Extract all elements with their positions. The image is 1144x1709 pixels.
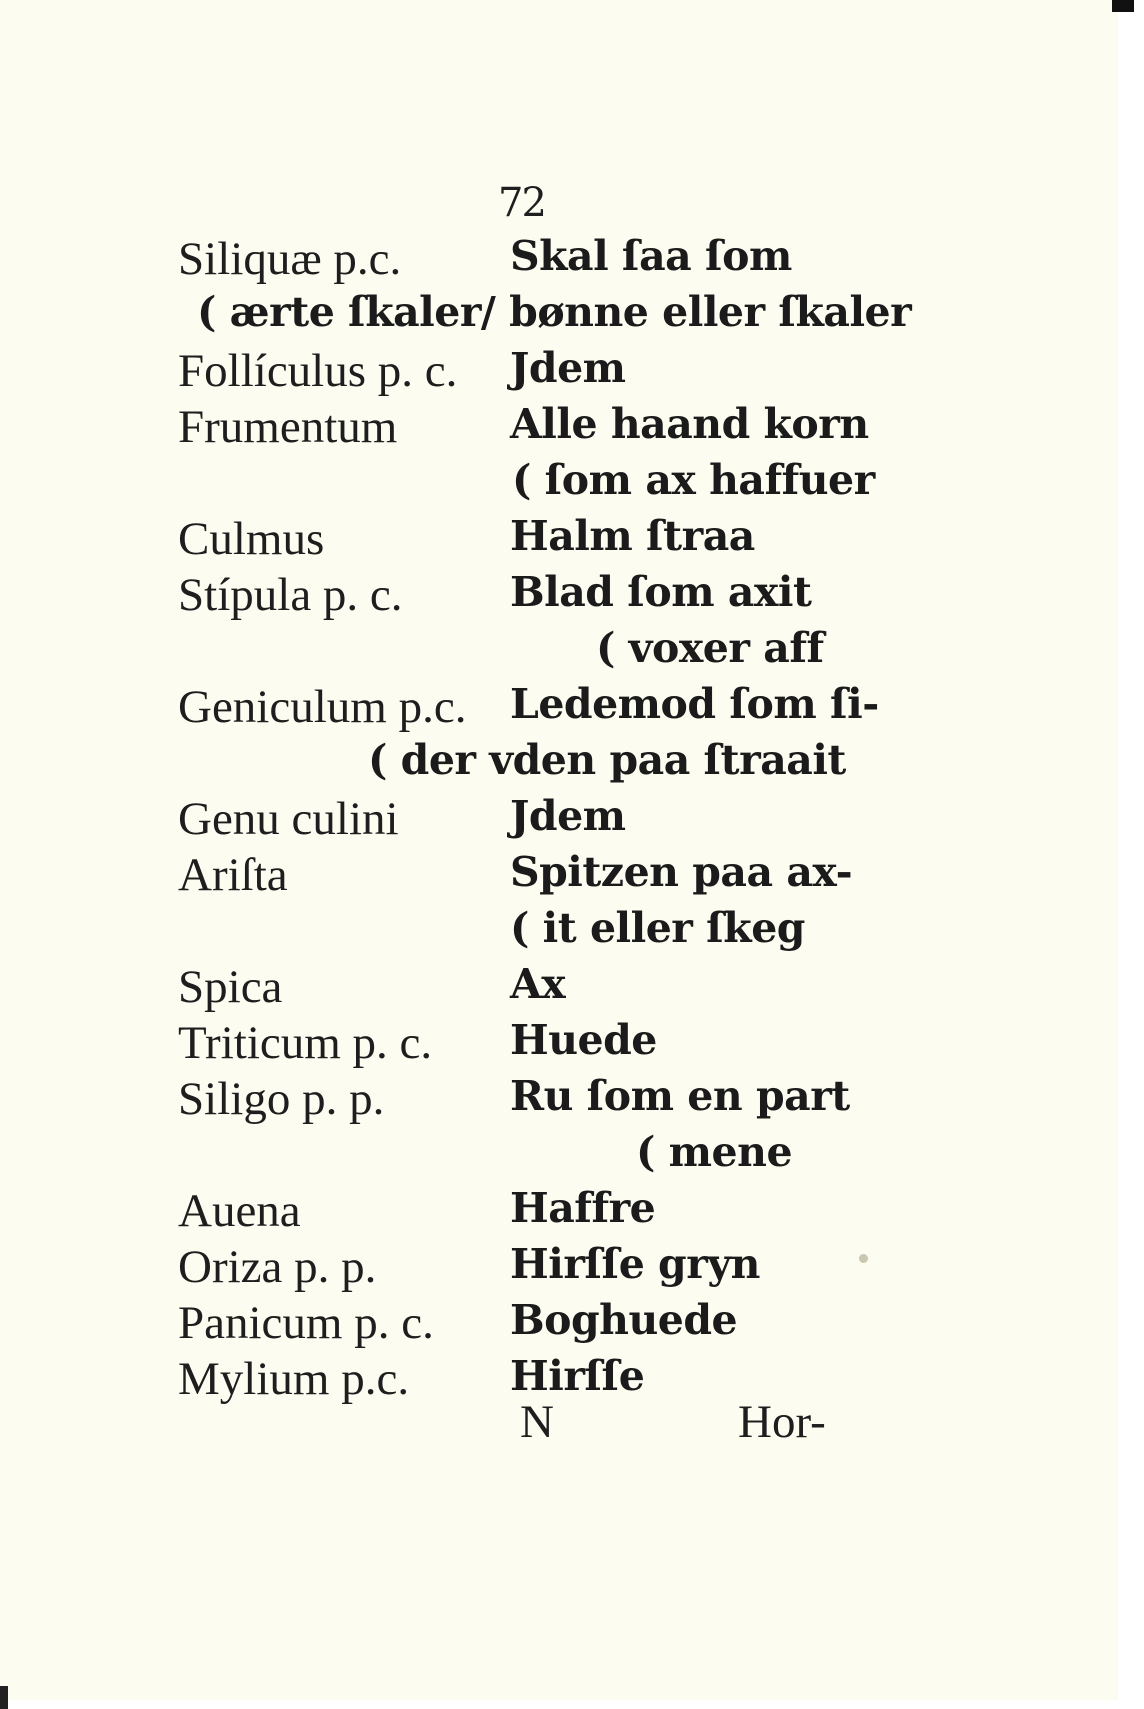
page-number: 72 [498, 180, 545, 226]
entry-row [0, 1128, 1120, 1184]
latin-term: Mylium p.c. [178, 1353, 410, 1405]
latin-term: Follículus p. c. [178, 345, 458, 397]
entry-row [0, 1240, 1120, 1296]
danish-gloss: Alle haand korn [510, 400, 869, 448]
entry-row [0, 344, 1120, 400]
entry-row [0, 512, 1120, 568]
scan-edge-mark [1112, 0, 1134, 12]
latin-term: Spica [178, 961, 283, 1013]
danish-gloss: Ax [510, 960, 566, 1008]
signature-mark: N [520, 1396, 554, 1448]
entry-row [0, 1296, 1120, 1352]
danish-gloss: Jdem [510, 792, 626, 840]
latin-term: Triticum p. c. [178, 1017, 433, 1069]
entry-row [0, 1352, 1120, 1408]
danish-gloss: Skal ſaa ſom [510, 232, 792, 280]
entry-row [0, 400, 1120, 456]
danish-gloss-continuation: ( ærte ſkaler/ bønne eller ſkaler [197, 288, 912, 336]
entry-row [0, 848, 1120, 904]
latin-term: Geniculum p.c. [178, 681, 467, 733]
danish-gloss: Boghuede [510, 1296, 738, 1344]
latin-term: Frumentum [178, 401, 398, 453]
danish-gloss: Huede [510, 1016, 657, 1064]
entry-row [0, 232, 1120, 288]
entry-row [0, 624, 1120, 680]
catchword: Hor- [738, 1396, 826, 1448]
danish-gloss: Hirſſe gryn [510, 1240, 760, 1288]
danish-gloss: Jdem [510, 344, 626, 392]
latin-term: Stípula p. c. [178, 569, 403, 621]
entry-row [0, 1016, 1120, 1072]
danish-gloss: Spitzen paa ax- [510, 848, 853, 896]
danish-gloss-continuation: ( der vden paa ſtraait [368, 736, 846, 784]
entry-row [0, 288, 1120, 344]
latin-term: Auena [178, 1185, 301, 1237]
danish-gloss-continuation: ( ſom ax haffuer [512, 456, 875, 504]
danish-gloss: Hirſſe [510, 1352, 645, 1400]
entry-row [0, 792, 1120, 848]
danish-gloss-continuation: ( voxer aff [596, 624, 824, 672]
danish-gloss: Haffre [510, 1184, 656, 1232]
entry-row [0, 680, 1120, 736]
danish-gloss: Blad ſom axit [510, 568, 812, 616]
latin-term: Ariſta [178, 849, 288, 901]
danish-gloss: Ledemod ſom ſi- [510, 680, 879, 728]
danish-gloss: Halm ſtraa [510, 512, 755, 560]
danish-gloss-continuation: ( mene [636, 1128, 793, 1176]
latin-term: Genu culini [178, 793, 399, 845]
scan-border [1118, 0, 1144, 1709]
latin-term: Culmus [178, 513, 325, 565]
latin-term: Panicum p. c. [178, 1297, 434, 1349]
entry-row [0, 736, 1120, 792]
entry-row [0, 568, 1120, 624]
latin-term: Siliquæ p.c. [178, 233, 402, 285]
latin-term: Oriza p. p. [178, 1241, 377, 1293]
entry-row [0, 904, 1120, 960]
entry-row [0, 456, 1120, 512]
scan-edge-mark [0, 1686, 8, 1709]
entry-row [0, 1072, 1120, 1128]
entry-row [0, 960, 1120, 1016]
ink-speck [859, 1254, 868, 1263]
latin-term: Siligo p. p. [178, 1073, 385, 1125]
entry-row [0, 1184, 1120, 1240]
danish-gloss: Ru ſom en part [510, 1072, 850, 1120]
danish-gloss-continuation: ( it eller ſkeg [510, 904, 805, 952]
